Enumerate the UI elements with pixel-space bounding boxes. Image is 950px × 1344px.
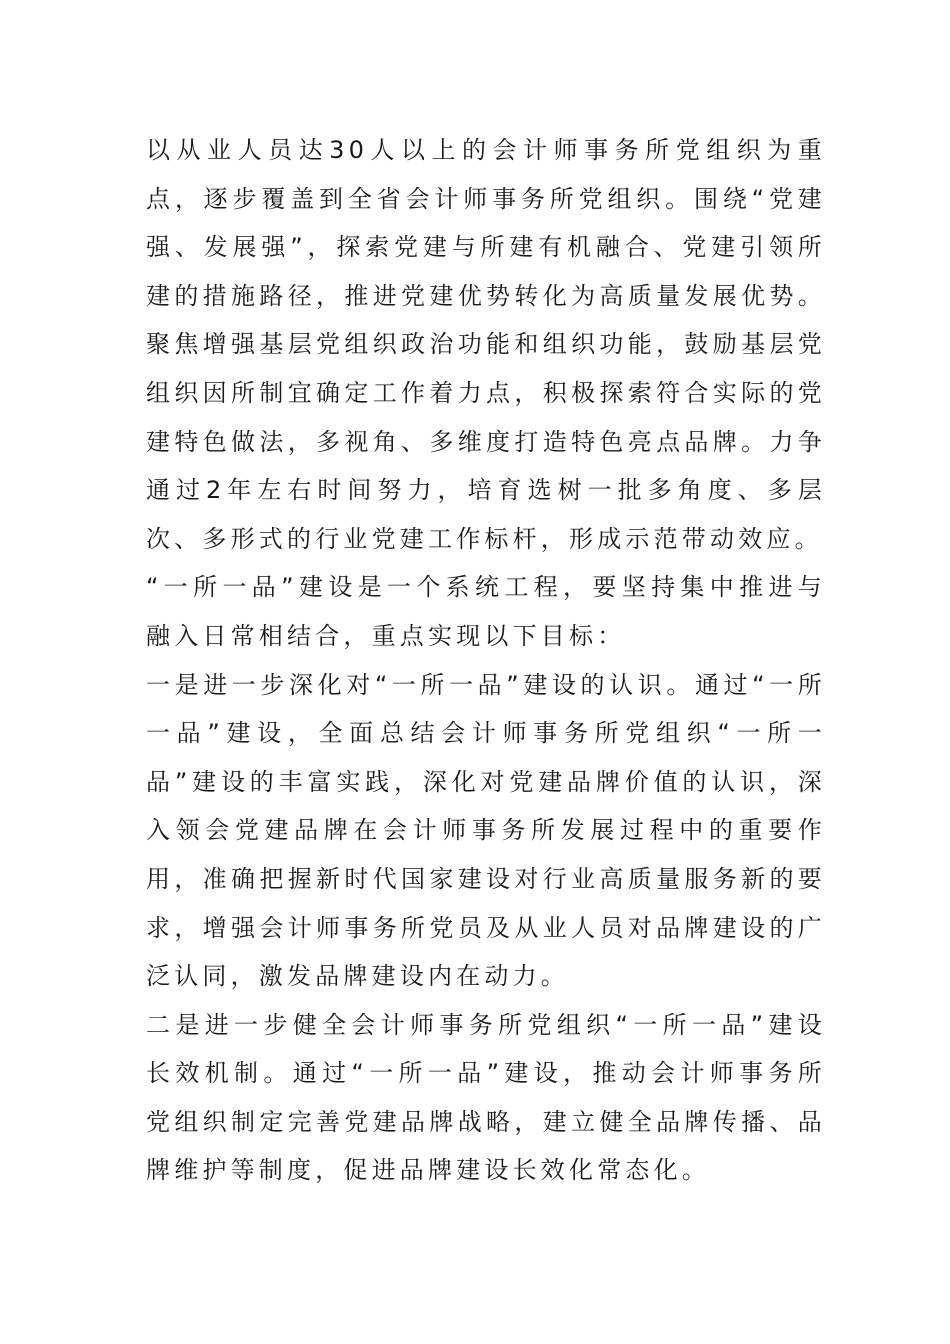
paragraph-goal-overview: 以从业人员达30人以上的会计师事务所党组织为重点，逐步覆盖到全省会计师事务所党组织。围绕“党建强、发展强”，探索党建与所建有机融合、党建引领所建的措施路径，推进党建优势转化为高质量发展优势。聚焦增强基层党组织政治功能和组织功能，鼓励基层党组织因所制宜确定工作着力点，积极探索符合实际的党建特色做法，多视角、多维度打造特色亮点品牌。力争通过2年左右时间努力，培育选树一批多角度、多层次、多形式的行业党建工作标杆，形成示范带动效应。: [146, 136, 826, 553]
paragraph-goal-one: 一是进一步深化对“一所一品”建设的认识。通过“一所一品”建设，全面总结会计师事务所党组织“一所一品”建设的丰富实践，深化对党建品牌价值的认识，深入领会党建品牌在会计师事务所发展过程中的重要作用，准确把握新时代国家建设对行业高质量服务新的要求，增强会计师事务所党员及从业人员对品牌建设的广泛认同，激发品牌建设内在动力。: [146, 670, 826, 991]
paragraph-goal-two: 二是进一步健全会计师事务所党组织“一所一品”建设长效机制。通过“一所一品”建设，推动会计师事务所党组织制定完善党建品牌战略，建立健全品牌传播、品牌维护等制度，促进品牌建设长效化常态化。: [146, 1010, 826, 1185]
document-body: [146, 126, 826, 1195]
paragraph-system-project: “一所一品”建设是一个系统工程，要坚持集中推进与融入日常相结合，重点实现以下目标：: [146, 573, 826, 650]
